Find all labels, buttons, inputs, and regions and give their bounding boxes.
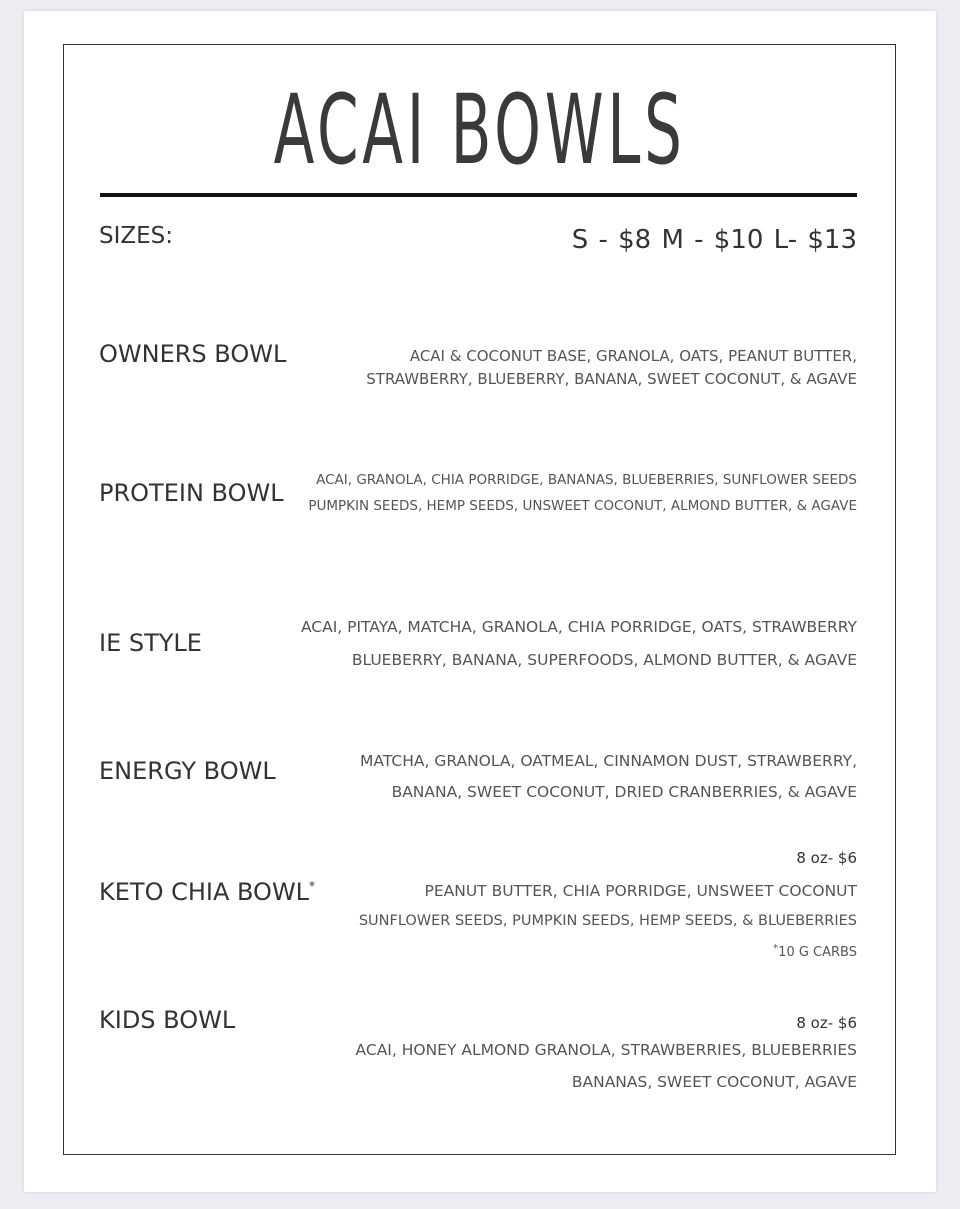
keto-chia-bowl-title [99, 878, 315, 906]
title-divider [100, 193, 857, 197]
protein-bowl-desc-line-2: PUMPKIN SEEDS, HEMP SEEDS, UNSWEET COCONUT, ALMOND BUTTER, & AGAVE [308, 498, 857, 514]
keto-chia-bowl-mark: * [309, 879, 316, 893]
kids-bowl-name: KIDS BOWL [99, 1006, 236, 1034]
sizes-label: SIZES: [99, 223, 174, 249]
keto-chia-bowl-price: 8 oz- $6 [796, 849, 857, 867]
energy-bowl-desc-line-2: BANANA, SWEET COCONUT, DRIED CRANBERRIES, & AGAVE [391, 783, 857, 801]
owners-bowl-desc-line-1: ACAI & COCONUT BASE, GRANOLA, OATS, PEANUT BUTTER, [409, 347, 857, 365]
energy-bowl-name: ENERGY BOWL [99, 757, 276, 785]
ie-style-desc-line-1: ACAI, PITAYA, MATCHA, GRANOLA, CHIA PORRIDGE, OATS, STRAWBERRY [300, 618, 857, 636]
keto-note-text: 10 G CARBS [778, 945, 857, 960]
keto-chia-bowl-desc-line-2: SUNFLOWER SEEDS, PUMPKIN SEEDS, HEMP SEEDS, & BLUEBERRIES [358, 913, 857, 929]
kids-bowl-desc-line-1: ACAI, HONEY ALMOND GRANOLA, STRAWBERRIES, BLUEBERRIES [355, 1041, 857, 1059]
ie-style-name: IE STYLE [99, 629, 202, 657]
ie-style-desc-line-2: BLUEBERRY, BANANA, SUPERFOODS, ALMOND BUTTER, & AGAVE [351, 651, 857, 669]
kids-bowl-desc-line-2: BANANAS, SWEET COCONUT, AGAVE [571, 1073, 857, 1091]
keto-note-mark: * [773, 943, 779, 954]
keto-chia-bowl-note [773, 943, 857, 960]
sizes-prices: S - $8 M - $10 L- $13 [571, 225, 857, 255]
owners-bowl-desc-line-2: STRAWBERRY, BLUEBERRY, BANANA, SWEET COCONUT, & AGAVE [366, 370, 857, 388]
keto-chia-bowl-name: KETO CHIA BOWL [99, 878, 310, 906]
menu-border [63, 44, 896, 1155]
owners-bowl-name: OWNERS BOWL [99, 340, 287, 368]
energy-bowl-desc-line-1: MATCHA, GRANOLA, OATMEAL, CINNAMON DUST, STRAWBERRY, [360, 752, 857, 770]
keto-chia-bowl-desc-line-1: PEANUT BUTTER, CHIA PORRIDGE, UNSWEET COCONUT [424, 882, 857, 900]
menu-title: ACAI BOWLS [273, 74, 686, 186]
protein-bowl-desc-line-1: ACAI, GRANOLA, CHIA PORRIDGE, BANANAS, BLUEBERRIES, SUNFLOWER SEEDS [316, 472, 857, 488]
protein-bowl-name: PROTEIN BOWL [99, 479, 284, 507]
kids-bowl-price: 8 oz- $6 [796, 1014, 857, 1032]
